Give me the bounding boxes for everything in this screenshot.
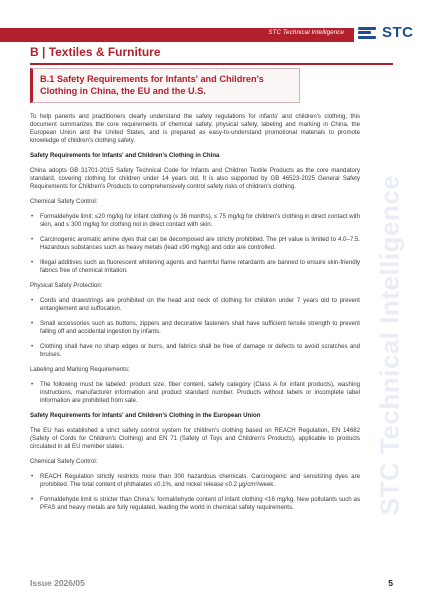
header-band-text: STC Technical Intelligence <box>268 29 344 36</box>
subheading: B.1 Safety Requirements for Infants' and Children's Clothing in China, the EU and the U.S. <box>40 74 264 96</box>
china-paragraph: China adopts GB 31701-2015 Safety Technical Code for Infants and Children Textile Products as the core mandatory standard, covering clothing for children under 14 years old. It is also supported by GB 46523-2025 General Safety Requirements for Children's Products to comprehensively control safety risks of children's clothing. <box>30 167 360 190</box>
watermark <box>370 110 410 580</box>
china-physical-list <box>30 297 360 359</box>
list-item: • Clothing shall have no sharp edges or burrs, and fabrics shall be free of damage or defects to avoid scratches and bruises. <box>30 343 360 359</box>
intro-paragraph: To help parents and practitioners clearly understand the safety regulations for infants' and children's clothing, this document summarizes the core requirements of chemical safety, physical safety, labeling and marking in China, the European Union and the United States, and is prepared as easy-to-understand promotional materials to promote knowledge of children's clothing safety. <box>30 113 360 144</box>
watermark-text: STC Technical Intelligence <box>374 174 405 516</box>
china-labeling-list <box>30 381 360 405</box>
stc-logo <box>358 24 414 41</box>
china-chemical-list <box>30 213 360 275</box>
china-physical-label: Physical Safety Protection: <box>30 282 103 289</box>
page-number: 5 <box>388 578 393 588</box>
list-item: • The following must be labeled: product size, fiber content, safety category (Class A for infant products), washing instructions, manufacturer information and product standard number. Products without labels or incomplete label information are prohibited from sale. <box>30 381 360 405</box>
eu-chemical-list <box>30 473 360 512</box>
section-title: B | Textiles & Furniture <box>30 45 161 59</box>
china-chemical-label: Chemical Safety Control: <box>30 198 98 205</box>
eu-paragraph: The EU has established a strict safety control system for children's clothing based on REACH Regulation, EN 14682 (Safety of Cords for Children's Clothing) and EN 71 (Safety of Toys and Children's Products), applicable to products circulated in all EU member states. <box>30 427 360 450</box>
stc-logo-icon <box>358 25 380 41</box>
issue-label: Issue 2026/05 <box>30 578 85 588</box>
list-item: • Cords and drawstrings are prohibited on the head and neck of clothing for children under 7 years old to prevent entanglement and suffocation. <box>30 297 360 313</box>
article-body <box>30 113 360 519</box>
header-band <box>0 28 354 42</box>
list-item: • Formaldehyde limit: ≤20 mg/kg for infant clothing (≤ 36 months), ≤ 75 mg/kg for children's clothing in direct contact with skin, and ≤ 300 mg/kg for clothing not in direct contact with skin. <box>30 213 360 229</box>
section-divider <box>30 63 393 65</box>
list-item: • Illegal additives such as fluorescent whitening agents and harmful flame retardants are banned to ensure skin-friendly fabrics free of chemical irritation. <box>30 259 360 275</box>
china-labeling-label: Labeling and Marking Requirements: <box>30 366 130 373</box>
subheading-box <box>30 68 300 103</box>
list-item: • Formaldehyde limit is stricter than China's: formaldehyde content of infant clothing <16 mg/kg. New pollutants such as PFAS and heavy metals are fully regulated, leading the world in chemical safety requirements. <box>30 496 360 512</box>
china-heading: Safety Requirements for Infants' and Children's Clothing in China <box>30 152 220 159</box>
list-item: • Carcinogenic aromatic amine dyes that can be decomposed are strictly prohibited. The pH value is limited to 4.0–7.5. Hazardous substances such as heavy metals (lead ≤90 mg/kg) and odor are controlled. <box>30 236 360 252</box>
eu-chemical-label: Chemical Safety Control: <box>30 458 98 465</box>
logo-text: STC <box>382 24 414 41</box>
eu-heading: Safety Requirements for Infants' and Children's Clothing in the European Union <box>30 412 261 419</box>
list-item: • Small accessories such as buttons, zippers and decorative fasteners shall have sufficient tensile strength to prevent falling off and accidental ingestion by infants. <box>30 320 360 336</box>
list-item: • REACH Regulation strictly restricts more than 300 hazardous chemicals. Carcinogenic and sensitizing dyes are prohibited. The total content of phthalates ≤0.1%, and nickel release ≤0.2 μg/cm²/week. <box>30 473 360 489</box>
